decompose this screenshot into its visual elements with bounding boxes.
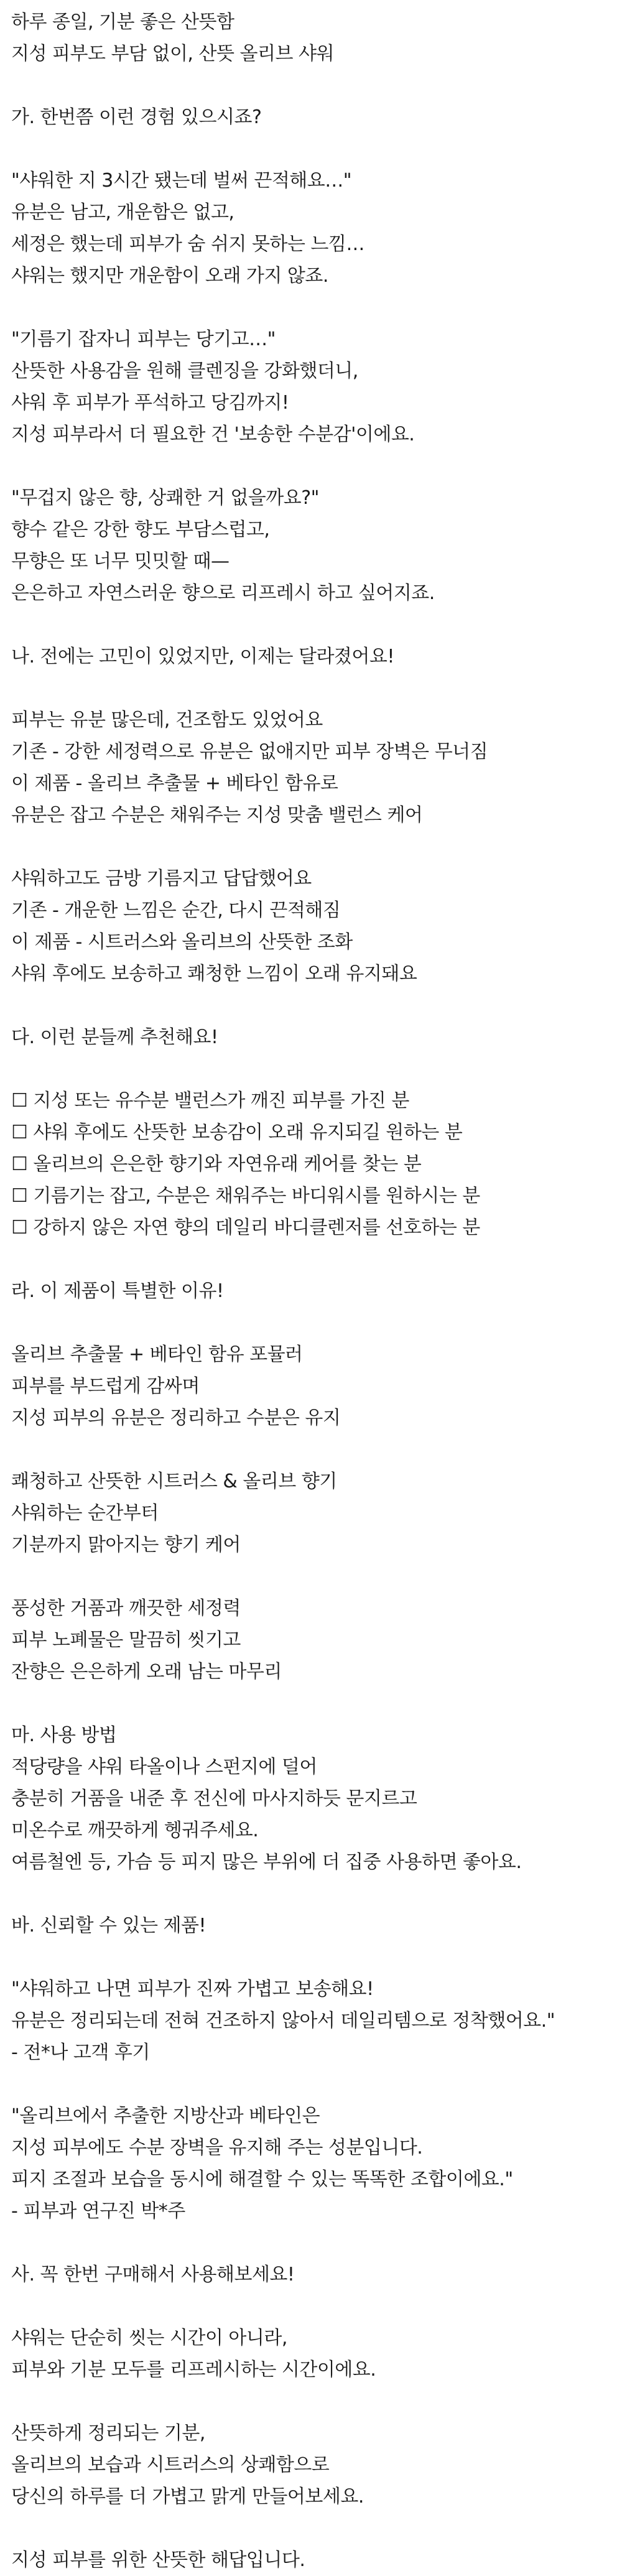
text-line: 산뜻하게 정리되는 기분, [11,2422,205,2444]
text-line: ☐ 강하지 않은 자연 향의 데일리 바디클렌저를 선호하는 분 [11,1217,480,1239]
text-section [11,1085,615,1244]
text-section [11,1466,615,1561]
text-line: 기존 - 개운한 느낌은 순간, 다시 끈적해짐 [11,900,341,921]
paragraph-gap [11,1688,615,1719]
paragraph-gap [11,1878,615,1910]
paragraph-gap [11,672,615,704]
text-section [11,1593,615,1688]
paragraph-gap [11,609,615,641]
text-section [11,2417,615,2513]
paragraph-gap [11,2068,615,2100]
text-line: 산뜻한 사용감을 원해 클렌징을 강화했더니, [11,360,358,382]
text-line: 가. 한번쯤 이런 경험 있으시죠? [11,106,262,128]
text-line: "무겁지 않은 향, 상쾌한 거 없을까요?" [11,487,319,509]
text-line: "기름기 잡자니 피부는 당기고…" [11,328,276,350]
text-line: ☐ 기름기는 잡고, 수분은 채워주는 바디워시를 원하시는 분 [11,1185,480,1207]
text-line: "샤워한 지 3시간 됐는데 벌써 끈적해요…" [11,170,352,192]
text-line: 기존 - 강한 세정력으로 유분은 없애지만 피부 장벽은 무너짐 [11,741,488,763]
text-line: 사. 꼭 한번 구매해서 사용해보세요! [11,2264,295,2285]
text-line: 지성 피부라서 더 필요한 건 '보송한 수분감'이에요. [11,424,415,445]
text-line: 당신의 하루를 더 가볍고 맑게 만들어보세요. [11,2486,364,2508]
paragraph-gap [11,1941,615,1973]
text-line: 샤워 후에도 보송하고 쾌청한 느낌이 오래 유지돼요 [11,963,417,985]
text-line: 마. 사용 방법 [11,1724,117,1746]
text-line: 나. 전에는 고민이 있었지만, 이제는 달라졌어요! [11,646,394,667]
text-line: 피부 노폐물은 말끔히 씻기고 [11,1629,241,1651]
text-line: 피부는 유분 많은데, 건조함도 있었어요 [11,709,323,731]
text-line: 기분까지 맑아지는 향기 케어 [11,1534,241,1556]
text-line: 샤워는 했지만 개운함이 오래 가지 않죠. [11,265,328,287]
paragraph-gap [11,831,615,863]
paragraph-gap [11,2386,615,2417]
text-line: 지성 피부도 부담 없이, 산뜻 올리브 샤워 [11,43,334,65]
text-line: 샤워하는 순간부터 [11,1502,159,1524]
text-line: ☐ 올리브의 은은한 향기와 자연유래 케어를 찾는 분 [11,1153,422,1175]
text-line: 향수 같은 강한 향도 부담스럽고, [11,519,270,541]
text-line: 올리브 추출물 + 베타인 함유 포뮬러 [11,1344,303,1365]
text-line: 올리브의 보습과 시트러스의 상쾌함으로 [11,2454,330,2476]
text-section [11,1339,615,1434]
text-line: 쾌청하고 산뜻한 시트러스 & 올리브 향기 [11,1471,337,1492]
text-line: 적당량을 샤워 타올이나 스펀지에 덜어 [11,1756,317,1778]
text-line: 잔향은 은은하게 오래 남는 마무리 [11,1661,282,1683]
paragraph-gap [11,2227,615,2259]
text-line: 피부와 기분 모두를 리프레시하는 시간이에요. [11,2359,376,2381]
text-section [11,2544,615,2576]
text-line: 지성 피부에도 수분 장벽을 유지해 주는 성분입니다. [11,2137,423,2159]
text-section [11,2259,615,2290]
text-section [11,1275,615,1307]
text-section [11,704,615,831]
text-line: 여름철엔 등, 가슴 등 피지 많은 부위에 더 집중 사용하면 좋아요. [11,1851,522,1873]
text-line: 피지 조절과 보습을 동시에 해결할 수 있는 똑똑한 조합이에요." [11,2169,513,2190]
text-section [11,1910,615,1941]
text-line: 바. 신뢰할 수 있는 제품! [11,1915,207,1937]
text-line: 라. 이 제품이 특별한 이유! [11,1280,224,1302]
text-line: 유분은 잡고 수분은 채워주는 지성 맞춤 밸런스 케어 [11,804,423,826]
text-section [11,165,615,292]
paragraph-gap [11,450,615,482]
text-line: 무향은 또 너무 밋밋할 때— [11,551,230,572]
text-line: 샤워 후 피부가 푸석하고 당김까지! [11,392,289,414]
text-line: 이 제품 - 시트러스와 올리브의 산뜻한 조화 [11,931,353,953]
text-section [11,1021,615,1053]
text-line: "샤워하고 나면 피부가 진짜 가볍고 보송해요! [11,1978,374,2000]
text-section [11,6,615,70]
text-line: 세정은 했는데 피부가 숨 쉬지 못하는 느낌… [11,233,364,255]
text-line: 하루 종일, 기분 좋은 산뜻함 [11,11,234,33]
document-body [11,6,615,2576]
paragraph-gap [11,133,615,165]
text-line: ☐ 지성 또는 유수분 밸런스가 깨진 피부를 가진 분 [11,1090,409,1112]
paragraph-gap [11,2290,615,2322]
text-line: 유분은 정리되는데 전혀 건조하지 않아서 데일리템으로 정착했어요." [11,2010,555,2032]
text-line: - 전*나 고객 후기 [11,2042,150,2063]
paragraph-gap [11,990,615,1021]
text-line: 충분히 거품을 내준 후 전신에 마사지하듯 문지르고 [11,1788,417,1810]
paragraph-gap [11,1561,615,1593]
text-line: 샤워하고도 금방 기름지고 답답했어요 [11,868,312,890]
text-section [11,482,615,609]
text-section [11,1719,615,1878]
text-section [11,641,615,672]
text-line: 지성 피부의 유분은 정리하고 수분은 유지 [11,1407,341,1429]
text-line: 은은하고 자연스러운 향으로 리프레시 하고 싶어지죠. [11,582,435,604]
text-line: 풍성한 거품과 깨끗한 세정력 [11,1597,241,1619]
text-line: 미온수로 깨끗하게 헹궈주세요. [11,1820,259,1841]
text-line: ☐ 샤워 후에도 산뜻한 보송감이 오래 유지되길 원하는 분 [11,1122,463,1143]
text-line: 피부를 부드럽게 감싸며 [11,1375,200,1397]
paragraph-gap [11,1053,615,1085]
paragraph-gap [11,1307,615,1339]
text-line: 다. 이런 분들께 추천해요! [11,1026,218,1048]
text-line: 이 제품 - 올리브 추출물 + 베타인 함유로 [11,773,338,794]
text-section [11,101,615,133]
text-line: - 피부과 연구진 박*주 [11,2200,185,2222]
text-line: 유분은 남고, 개운함은 없고, [11,202,234,223]
text-section [11,863,615,990]
text-line: 지성 피부를 위한 산뜻한 해답입니다. [11,2549,305,2571]
text-line: "올리브에서 추출한 지방산과 베타인은 [11,2105,320,2127]
paragraph-gap [11,1244,615,1275]
text-section [11,2322,615,2386]
text-line: 샤워는 단순히 씻는 시간이 아니라, [11,2327,287,2349]
paragraph-gap [11,292,615,323]
text-section [11,1973,615,2068]
paragraph-gap [11,1434,615,1466]
paragraph-gap [11,70,615,101]
text-section [11,323,615,450]
text-section [11,2100,615,2227]
paragraph-gap [11,2513,615,2544]
